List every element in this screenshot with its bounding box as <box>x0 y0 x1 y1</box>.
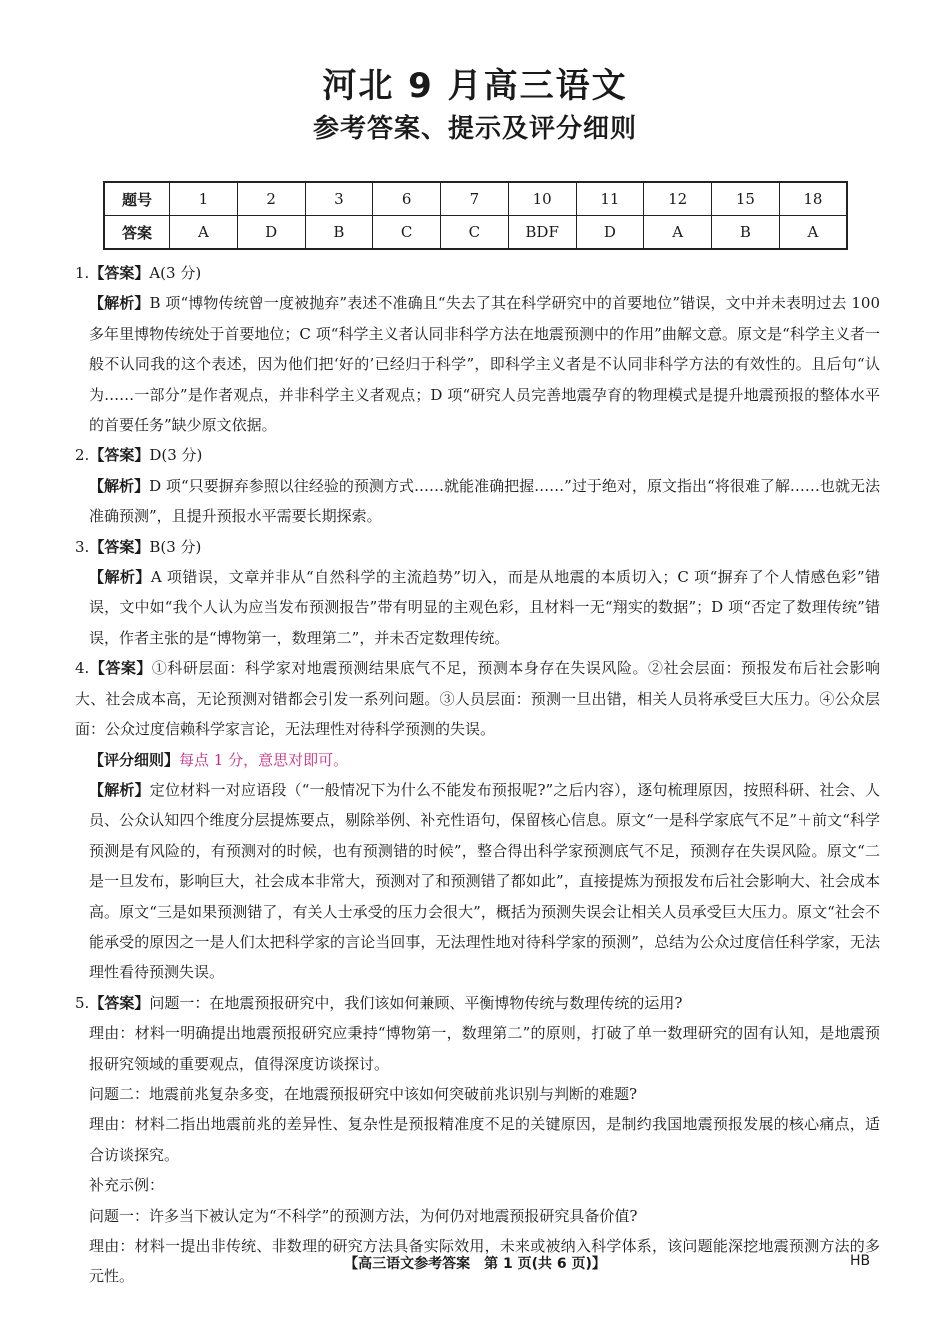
table-cell: 10 <box>508 182 576 216</box>
page-title: 河北 9 月高三语文 <box>322 66 628 106</box>
q1-analysis <box>75 288 880 440</box>
answer-tag: 【答案】 <box>89 659 152 678</box>
q5-line: 问题一：许多当下被认定为“不科学”的预测方法，为何仍对地震预报研究具备价值? <box>89 1206 638 1225</box>
q5-line: 理由：材料一明确提出地震预报研究应秉持“博物第一，数理第二”的原则，打破了单一数理研究的固有认知，是地震预报研究领域的重要观点，值得深度访谈探讨。 <box>89 1024 880 1073</box>
q5-line: 问题二：地震前兆复杂多变，在地震预报研究中该如何突破前兆识别与判断的难题? <box>89 1084 638 1103</box>
analysis-tag: 【解析】 <box>89 476 150 495</box>
table-cell: 7 <box>441 182 509 216</box>
q1-answer <box>75 258 880 288</box>
table-cell: 11 <box>576 182 644 216</box>
page-subtitle: 参考答案、提示及评分细则 <box>312 114 637 144</box>
footer-code: HB <box>850 1253 871 1269</box>
table-cell: 3 <box>305 182 373 216</box>
answer-content <box>75 258 880 1292</box>
question-number: 4. <box>75 659 90 678</box>
row-label-number: 题号 <box>104 182 170 216</box>
answer-text: D(3 分) <box>149 446 203 465</box>
question-number: 3. <box>75 537 90 556</box>
question-number: 1. <box>75 264 90 282</box>
q5-line: 补充示例： <box>89 1176 165 1195</box>
q4-analysis <box>75 775 880 988</box>
table-cell: 6 <box>373 182 441 216</box>
table-cell: D <box>237 216 305 250</box>
table-cell: C <box>373 216 441 250</box>
analysis-tag: 【解析】 <box>89 294 150 313</box>
table-cell: D <box>576 216 644 250</box>
q4-scoring <box>75 745 880 775</box>
q2-answer <box>75 440 880 470</box>
analysis-tag: 【解析】 <box>89 568 151 587</box>
answer-text: ①科研层面：科学家对地震预测结果底气不足，预测本身存在失误风险。②社会层面：预报发布后社会影响大、社会成本高，无论预测对错都会引发一系列问题。③人员层面：预测一旦出错，相关人员将承受巨大压力。④公众层面：公众过度信赖科学家言论，无法理性对待科学预测的失误。 <box>75 659 880 739</box>
analysis-text: D 项“只要摒弃参照以往经验的预测方式……就能准确把握……”过于绝对，原文指出“将很难了解……也就无法准确预测”，且提升预报水平需要长期探索。 <box>89 476 880 526</box>
answer-tag: 【答案】 <box>89 993 150 1012</box>
analysis-tag: 【解析】 <box>89 780 150 799</box>
q5-answer <box>75 988 880 1018</box>
analysis-text: B 项“博物传统曾一度被抛弃”表述不准确且“失去了其在科学研究中的首要地位”错误，文中并未表明过去 100 多年里博物传统处于首要地位；C 项“科学主义者认同非科学方法在地震预测中的作用”曲解文意。原文是“科学主义者一般不认同我的这个表述，因为他们把‘好的’已经归于科学”，即科学主义者是不认同非科学方法的有效性的。且后句“认为……一部分”是作者观点，并非科学主义者观点；D 项“研究人员完善地震孕育的物理模式是提升地震预报的整体水平的首要任务”缺少原文依据。 <box>89 294 880 435</box>
table-cell: A <box>644 216 712 250</box>
analysis-text: A 项错误，文章并非从“自然科学的主流趋势”切入，而是从地震的本质切入；C 项“摒弃了个人情感色彩”错误，文中如“我个人认为应当发布预测报告”带有明显的主观色彩，且材料一无“翔实的数据”；D 项“否定了数理传统”错误，作者主张的是“博物第一，数理第二”，并未否定数理传统。 <box>89 568 880 647</box>
page-footer: 【高三语文参考答案 第 1 页(共 6 页)】 <box>344 1256 606 1272</box>
q2-analysis <box>75 471 880 532</box>
answer-table <box>103 181 848 250</box>
question-number: 5. <box>75 993 90 1012</box>
table-cell: A <box>170 216 238 250</box>
table-cell: 1 <box>170 182 238 216</box>
table-cell: 12 <box>644 182 712 216</box>
scoring-tag: 【评分细则】 <box>89 750 180 769</box>
table-cell: 15 <box>712 182 780 216</box>
answer-row <box>104 216 847 250</box>
row-label-answer: 答案 <box>104 216 170 250</box>
table-cell: B <box>712 216 780 250</box>
q3-analysis <box>75 562 880 653</box>
table-cell: A <box>779 216 847 250</box>
q3-answer <box>75 532 880 562</box>
table-cell: B <box>305 216 373 250</box>
table-cell: 2 <box>237 182 305 216</box>
answer-text: B(3 分) <box>149 537 202 556</box>
table-cell: BDF <box>508 216 576 250</box>
answer-tag: 【答案】 <box>89 446 150 465</box>
table-cell: C <box>441 216 509 250</box>
scoring-text: 每点 1 分，意思对即可。 <box>179 750 349 769</box>
q5-line: 理由：材料二指出地震前兆的差异性、复杂性是预报精准度不足的关键原因，是制约我国地震预报发展的核心痛点，适合访谈探究。 <box>89 1115 880 1164</box>
question-number: 2. <box>75 446 90 465</box>
answer-text: 问题一：在地震预报研究中，我们该如何兼顾、平衡博物传统与数理传统的运用? <box>149 993 683 1012</box>
q4-answer <box>75 653 880 744</box>
answer-tag: 【答案】 <box>89 264 150 282</box>
analysis-text: 定位材料一对应语段（“一般情况下为什么不能发布预报呢?”之后内容），逐句梳理原因，按照科研、社会、人员、公众认知四个维度分层提炼要点，剔除举例、补充性语句，保留核心信息。原文“一是科学家底气不足”＋前文“科学预测是有风险的，有预测对的时候，也有预测错的时候”，整合得出科学家预测底气不足，预测存在失误风险。原文“二是一旦发布，影响巨大，社会成本非常大，预测对了和预测错了都如此”，直接提炼为预报发布后社会影响大、社会成本高。原文“三是如果预测错了，有关人士承受的压力会很大”，概括为预测失误会让相关人员承受巨大压力。原文“社会不能承受的原因之一是人们太把科学家的言论当回事，无法理性地对待科学家的预测”，总结为公众过度信任科学家，无法理性看待预测失误。 <box>89 780 880 982</box>
q5-line: 理由：材料一提出非传统、非数理的研究方法具备实际效用，未来或被纳入科学体系，该问题能深挖地震预测方法的多元性。 <box>89 1237 880 1286</box>
answer-tag: 【答案】 <box>89 537 150 556</box>
answer-text: A(3 分) <box>149 264 202 282</box>
question-number-row <box>104 182 847 216</box>
table-cell: 18 <box>779 182 847 216</box>
